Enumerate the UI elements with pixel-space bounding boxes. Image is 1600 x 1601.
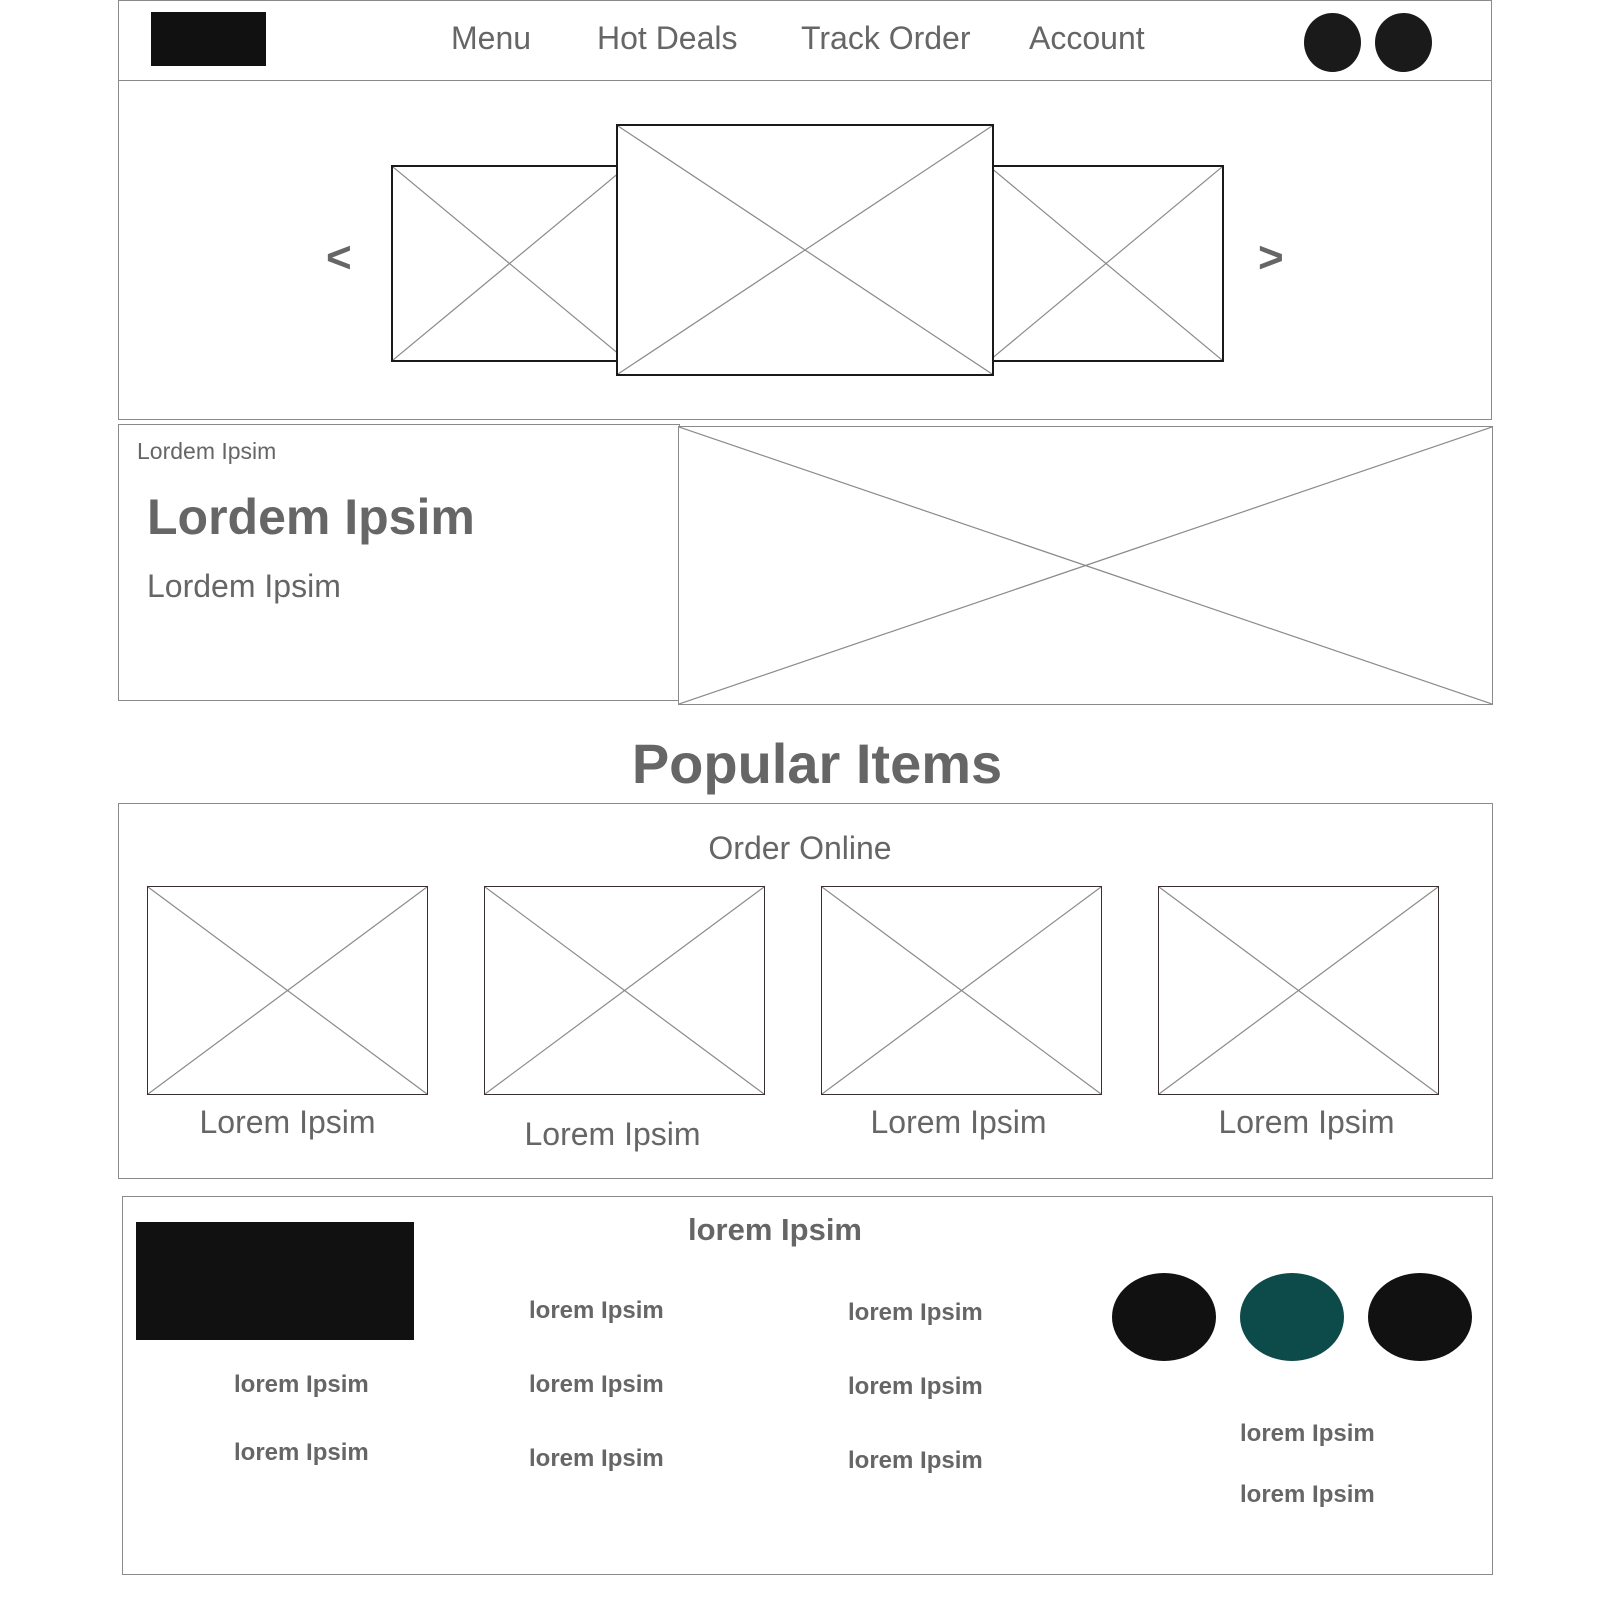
popular-item-image-3[interactable]: [821, 886, 1102, 1095]
footer-col2-link-1[interactable]: lorem Ipsim: [529, 1297, 664, 1324]
nav-hot-deals[interactable]: Hot Deals: [597, 20, 738, 56]
promo-image[interactable]: [678, 426, 1493, 705]
promo-subtitle: Lordem Ipsim: [147, 568, 341, 604]
social-icon-1[interactable]: [1112, 1273, 1216, 1361]
popular-item-label-4[interactable]: Lorem Ipsim: [1218, 1104, 1395, 1140]
footer-col1-link-1[interactable]: lorem Ipsim: [234, 1371, 369, 1398]
footer-logo-placeholder[interactable]: [136, 1222, 414, 1340]
promo-section: [118, 424, 680, 701]
nav-menu[interactable]: Menu: [451, 20, 532, 56]
header-icon-1[interactable]: [1304, 13, 1361, 72]
popular-item-image-4[interactable]: [1158, 886, 1439, 1095]
footer-col1-link-2[interactable]: lorem Ipsim: [234, 1439, 369, 1466]
logo-placeholder[interactable]: [151, 12, 266, 66]
footer-heading: lorem Ipsim: [688, 1212, 862, 1247]
footer-col3-link-2[interactable]: lorem Ipsim: [848, 1373, 983, 1400]
footer-col2-link-3[interactable]: lorem Ipsim: [529, 1445, 664, 1472]
nav-track-order[interactable]: Track Order: [801, 20, 971, 56]
popular-item-label-2[interactable]: Lorem Ipsim: [524, 1116, 701, 1152]
popular-heading: Popular Items: [631, 732, 1003, 795]
footer-col4-link-2[interactable]: lorem Ipsim: [1240, 1481, 1375, 1508]
social-icon-2[interactable]: [1240, 1273, 1344, 1361]
popular-item-image-2[interactable]: [484, 886, 765, 1095]
popular-item-label-1[interactable]: Lorem Ipsim: [199, 1104, 376, 1140]
footer-col4-link-1[interactable]: lorem Ipsim: [1240, 1420, 1375, 1447]
social-icon-3[interactable]: [1368, 1273, 1472, 1361]
popular-item-image-1[interactable]: [147, 886, 428, 1095]
footer-col3-link-3[interactable]: lorem Ipsim: [848, 1447, 983, 1474]
carousel-slide-center[interactable]: [616, 124, 994, 376]
header-icon-2[interactable]: [1375, 13, 1432, 72]
promo-title: Lordem Ipsim: [147, 489, 475, 545]
nav-account[interactable]: Account: [1029, 20, 1145, 56]
popular-item-label-3[interactable]: Lorem Ipsim: [870, 1104, 1047, 1140]
carousel-slide-left[interactable]: [391, 165, 628, 362]
footer-col2-link-2[interactable]: lorem Ipsim: [529, 1371, 664, 1398]
order-online-label: Order Online: [708, 830, 892, 866]
promo-eyebrow: Lordem Ipsim: [137, 438, 277, 464]
carousel-next-button[interactable]: >: [1258, 233, 1284, 282]
carousel-slide-right[interactable]: [988, 165, 1224, 362]
footer-col3-link-1[interactable]: lorem Ipsim: [848, 1299, 983, 1326]
carousel-prev-button[interactable]: <: [326, 233, 352, 282]
